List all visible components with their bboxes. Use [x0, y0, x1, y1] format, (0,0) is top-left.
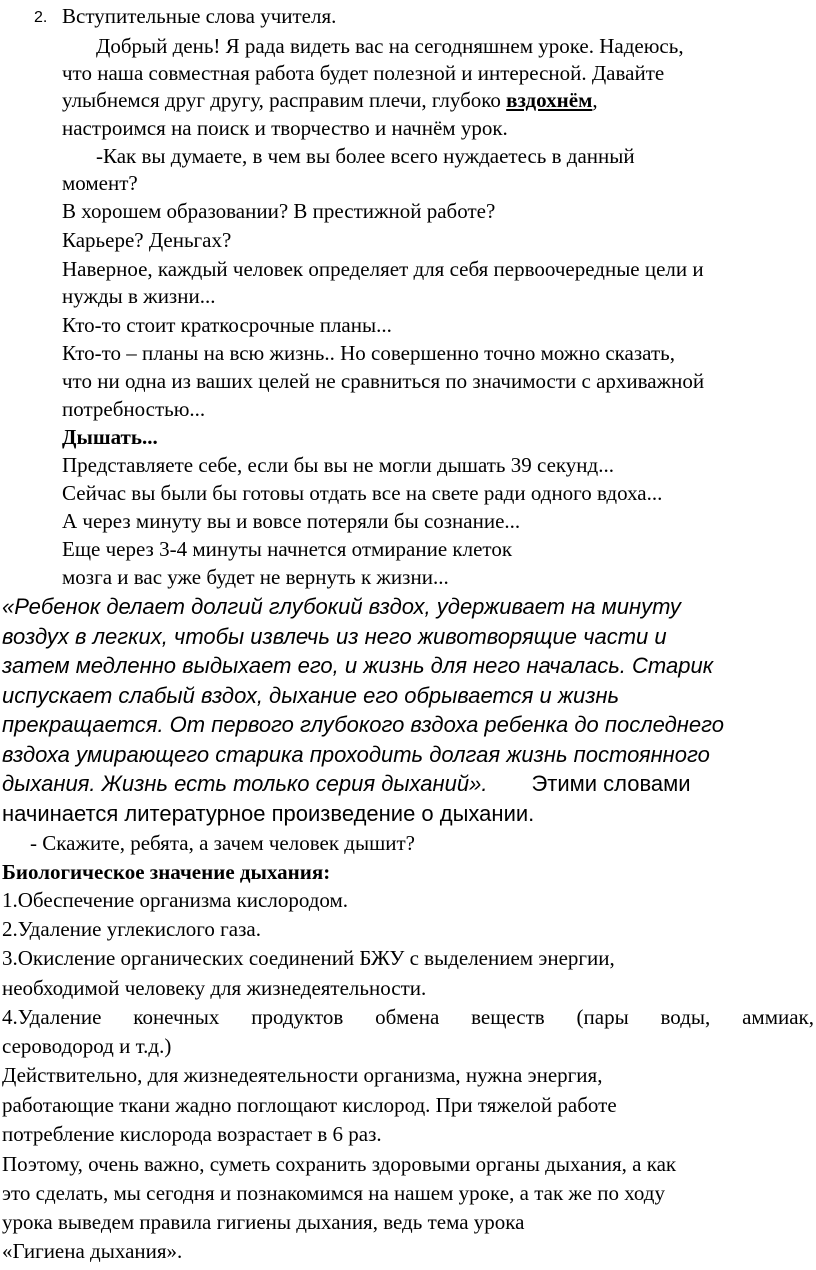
question-line-12: Представляете себе, если бы вы не могли дышать 39 секунд... — [62, 453, 614, 477]
intro-line-3-post: , — [592, 88, 598, 112]
quote-line-5: прекращается. От первого глубокого вздоха ребенка до последнего — [2, 712, 724, 737]
question-line-8: Кто-то – планы на всю жизнь.. Но совершенно точно можно сказать, — [62, 341, 675, 365]
quote-line-1: «Ребенок делает долгий глубокий вздох, удерживает на минуту — [2, 594, 681, 619]
intro-line-3-pre: улыбнемся друг другу, расправим плечи, глубоко — [62, 88, 507, 112]
paragraph-2-line-2: это сделать, мы сегодня и познакомимся на нашем уроке, а так же по ходу — [2, 1181, 665, 1205]
paragraph-2-line-1: Поэтому, очень важно, суметь сохранить здоровыми органы дыхания, а как — [2, 1152, 677, 1176]
quote-line-4: испускает слабый вздох, дыхание его обрывается и жизнь — [2, 683, 620, 708]
intro-emphasis-word: вздохнём — [506, 88, 593, 112]
intro-line-4: настроимся на поиск и творчество и начнём урок. — [62, 116, 508, 140]
question-line-1: -Как вы думаете, в чем вы более всего нуждаетесь в данный — [96, 144, 635, 168]
question-line-10: потребностью... — [62, 397, 206, 421]
paragraph-2-line-3: урока выведем правила гигиены дыхания, ведь тема урока — [2, 1210, 525, 1234]
quote-line-8: начинается литературное произведение о дыхании. — [2, 801, 535, 826]
list-item-3-line-2: необходимой человеку для жизнедеятельности. — [2, 976, 427, 1000]
list-item-4-line-2: сероводород и т.д.) — [2, 1034, 172, 1058]
question-line-3: В хорошем образовании? В престижной работе? — [62, 199, 496, 223]
question-line-9: что ни одна из ваших целей не сравниться по значимости с архиважной — [62, 369, 705, 393]
quote-line-7-tail: Этими словами — [531, 771, 691, 796]
intro-line-1: Добрый день! Я рада видеть вас на сегодняшнем уроке. Надеюсь, — [96, 34, 684, 58]
question-line-7: Кто-то стоит краткосрочные планы... — [62, 313, 392, 337]
intro-line-3 — [62, 87, 598, 114]
question-line-6: нужды в жизни... — [62, 284, 216, 308]
quote-line-2: воздух в легких, чтобы извлечь из него животворящие части и — [2, 624, 667, 649]
question-line-11: Дышать... — [62, 425, 158, 449]
paragraph-2-line-4: «Гигиена дыхания». — [2, 1239, 183, 1263]
question-line-15: Еще через 3-4 минуты начнется отмирание клеток — [62, 537, 513, 561]
quote-line-3: затем медленно выдыхает его, и жизнь для него началась. Старик — [2, 653, 714, 678]
paragraph-1-line-2: работающие ткани жадно поглощают кислород. При тяжелой работе — [2, 1093, 617, 1117]
section-number: 2. — [34, 9, 48, 26]
question-line-4: Карьере? Деньгах? — [62, 228, 232, 252]
list-item-4-line-1: 4.Удаление конечных продуктов обмена веществ (пары воды, аммиак, — [2, 1005, 814, 1029]
question-line-16: мозга и вас уже будет не вернуть к жизни... — [62, 565, 449, 589]
list-item-3-line-1: 3.Окисление органических соединений БЖУ с выделением энергии, — [2, 946, 615, 970]
question-line-2: момент? — [62, 171, 138, 195]
paragraph-1-line-1: Действительно, для жизнедеятельности организма, нужна энергия, — [2, 1063, 603, 1087]
section-title: Вступительные слова учителя. — [62, 4, 337, 28]
question-line-5: Наверное, каждый человек определяет для себя первоочередные цели и — [62, 257, 704, 281]
quote-line-7 — [2, 770, 691, 798]
intro-line-2: что наша совместная работа будет полезной и интересной. Давайте — [62, 61, 665, 85]
list-item-2: 2.Удаление углекислого газа. — [2, 917, 261, 941]
list-item-1: 1.Обеспечение организма кислородом. — [2, 888, 349, 912]
question-line-13: Сейчас вы были бы готовы отдать все на свете ради одного вдоха... — [62, 481, 663, 505]
quote-line-6: вздоха умирающего старика проходить долгая жизнь постоянного — [2, 742, 710, 767]
paragraph-1-line-3: потребление кислорода возрастает в 6 раз. — [2, 1122, 382, 1146]
section-heading-biological: Биологическое значение дыхания: — [2, 860, 331, 884]
body-question: - Скажите, ребята, а зачем человек дышит? — [30, 831, 415, 855]
quote-line-7-text: дыхания. Жизнь есть только серия дыханий». — [2, 771, 488, 796]
question-line-14: А через минуту вы и вовсе потеряли бы сознание... — [62, 509, 521, 533]
